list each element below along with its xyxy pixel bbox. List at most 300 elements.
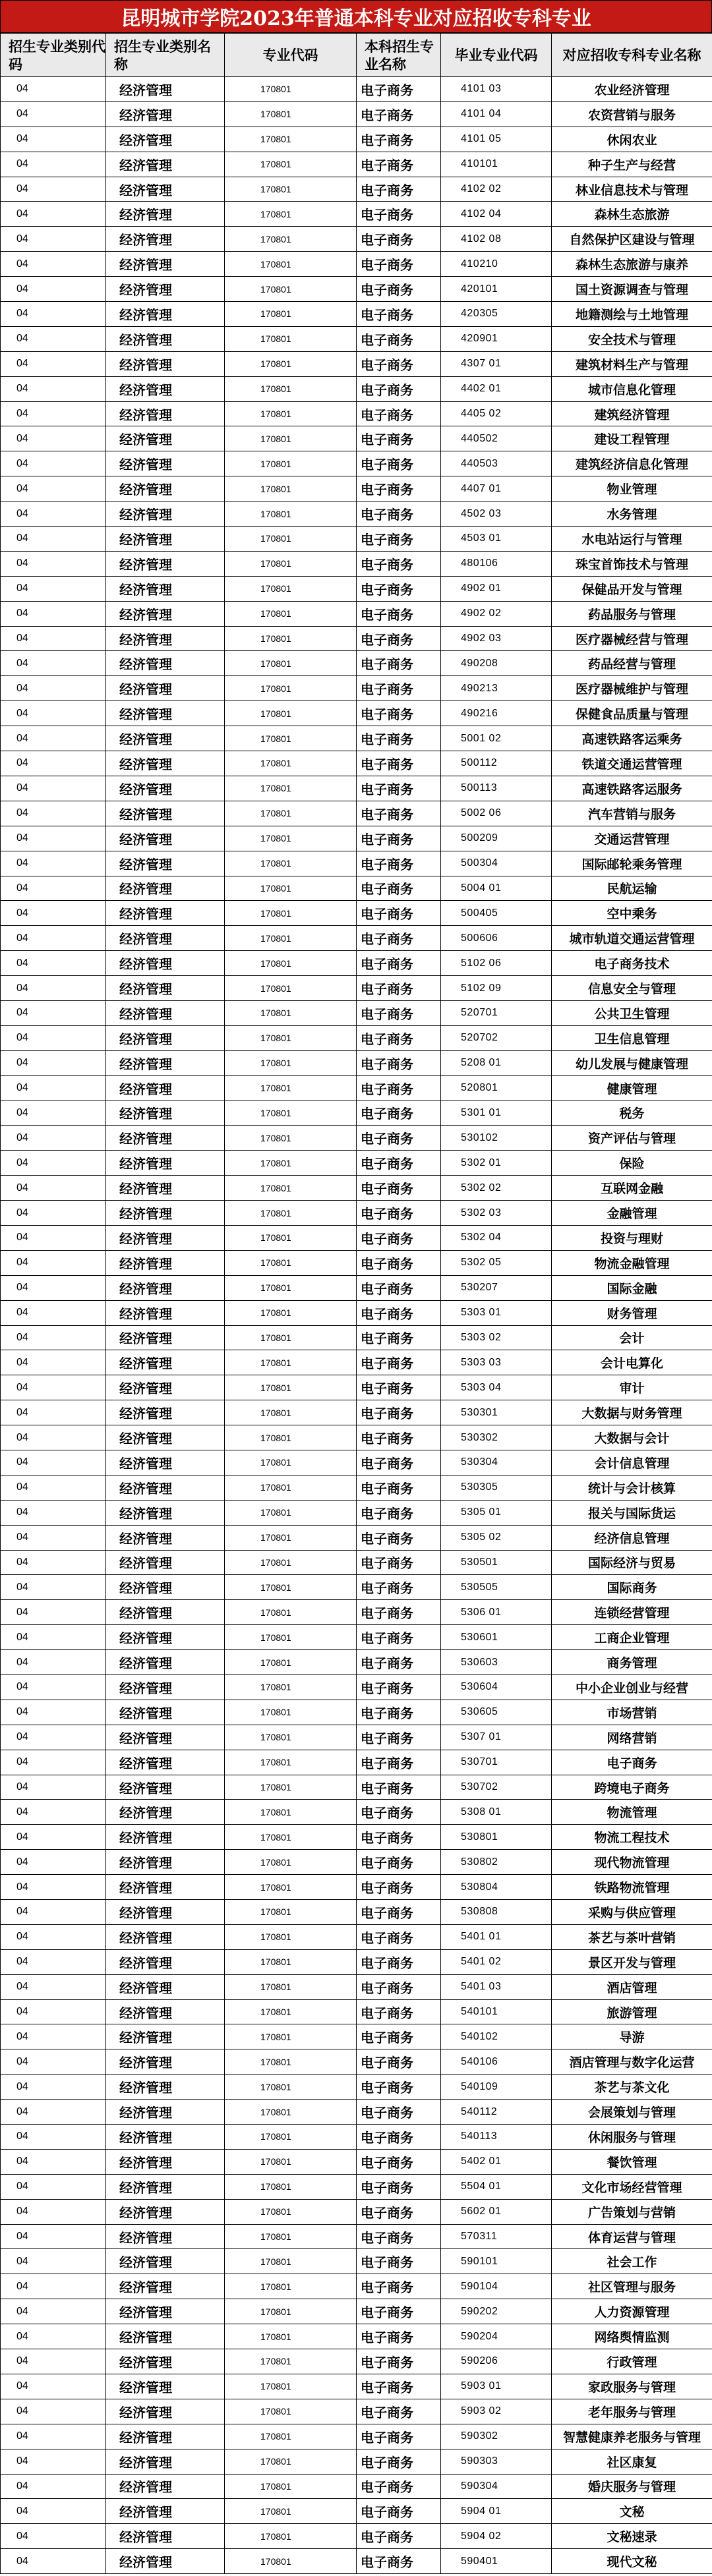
grad-major-code-cell: 530505 [441,1575,552,1600]
major-category-name-cell: 经济管理 [106,1825,225,1850]
grad-major-code-cell: 540106 [441,2049,552,2075]
undergrad-major-name-cell: 电子商务 [357,1949,441,1974]
major-code-cell: 170801 [225,77,357,102]
major-code-cell: 170801 [225,1725,357,1750]
grad-major-name-cell: 物流管理 [552,1800,712,1825]
header-category-code: 招生专业类别代码 [1,34,106,77]
table-row [1,2125,712,2150]
category-code-cell: 04 [1,851,106,876]
undergrad-major-name-cell: 电子商务 [357,2349,441,2374]
grad-major-name-cell: 物流金融管理 [552,1250,712,1275]
category-code-cell: 04 [1,2474,106,2499]
major-category-name-cell: 经济管理 [106,152,225,177]
grad-major-name-cell: 智慧健康养老服务与管理 [552,2424,712,2449]
major-code-cell: 170801 [225,527,357,552]
major-code-cell: 170801 [225,2274,357,2299]
major-code-cell: 170801 [225,2224,357,2249]
major-category-name-cell: 经济管理 [106,1600,225,1625]
table-row [1,1949,712,1974]
grad-major-name-cell: 药品经营与管理 [552,651,712,676]
major-code-cell: 170801 [225,1550,357,1575]
major-category-name-cell: 经济管理 [106,1974,225,1999]
grad-major-name-cell: 信息安全与管理 [552,976,712,1001]
grad-major-code-cell: 530605 [441,1700,552,1725]
table-row [1,2424,712,2449]
major-code-cell: 170801 [225,177,357,202]
grad-major-name-cell: 铁道交通运营管理 [552,751,712,776]
category-code-cell: 04 [1,1949,106,1974]
category-code-cell: 04 [1,1974,106,1999]
undergrad-major-name-cell: 电子商务 [357,2274,441,2299]
table-row [1,926,712,951]
table-row [1,2374,712,2399]
table-row [1,1600,712,1625]
major-code-cell: 170801 [225,1300,357,1325]
category-code-cell: 04 [1,601,106,626]
grad-major-name-cell: 网络舆情监测 [552,2324,712,2349]
category-code-cell: 04 [1,651,106,676]
undergrad-major-name-cell: 电子商务 [357,451,441,476]
grad-major-name-cell: 跨境电子商务 [552,1775,712,1800]
major-category-name-cell: 经济管理 [106,476,225,501]
grad-major-code-cell: 500209 [441,826,552,851]
category-code-cell: 04 [1,1775,106,1800]
grad-major-name-cell: 餐饮管理 [552,2149,712,2174]
major-code-cell: 170801 [225,1225,357,1250]
grad-major-code-cell: 5208 01 [441,1050,552,1075]
undergrad-major-name-cell: 电子商务 [357,227,441,252]
table-row [1,2524,712,2549]
grad-major-code-cell: 4502 03 [441,501,552,527]
major-code-cell: 170801 [225,2299,357,2324]
category-code-cell: 04 [1,2049,106,2075]
major-code-cell: 170801 [225,2125,357,2150]
grad-major-name-cell: 城市轨道交通运营管理 [552,926,712,951]
table-row [1,1101,712,1126]
grad-major-name-cell: 国际金融 [552,1275,712,1300]
category-code-cell: 04 [1,801,106,826]
grad-major-name-cell: 自然保护区建设与管理 [552,227,712,252]
major-category-name-cell: 经济管理 [106,2249,225,2274]
grad-major-code-cell: 520801 [441,1075,552,1101]
category-code-cell: 04 [1,1201,106,1226]
grad-major-code-cell: 5102 06 [441,951,552,976]
major-code-cell: 170801 [225,501,357,527]
table-row [1,1525,712,1550]
major-code-cell: 170801 [225,2524,357,2549]
major-code-cell: 170801 [225,1875,357,1900]
undergrad-major-name-cell: 电子商务 [357,527,441,552]
major-category-name-cell: 经济管理 [106,1250,225,1275]
grad-major-name-cell: 交通运营管理 [552,826,712,851]
table-row [1,751,712,776]
table-row [1,2499,712,2524]
major-code-cell: 170801 [225,1750,357,1775]
major-category-name-cell: 经济管理 [106,1126,225,1151]
table-row [1,851,712,876]
undergrad-major-name-cell: 电子商务 [357,1151,441,1176]
major-code-cell: 170801 [225,1201,357,1226]
undergrad-major-name-cell: 电子商务 [357,726,441,751]
table-row [1,1126,712,1151]
category-code-cell: 04 [1,1350,106,1375]
grad-major-name-cell: 安全技术与管理 [552,326,712,351]
grad-major-code-cell: 5305 02 [441,1525,552,1550]
grad-major-code-cell: 500304 [441,851,552,876]
major-category-name-cell: 经济管理 [106,2224,225,2249]
major-code-cell: 170801 [225,801,357,826]
major-category-name-cell: 经济管理 [106,127,225,152]
grad-major-name-cell: 国际邮轮乘务管理 [552,851,712,876]
major-code-cell: 170801 [225,2100,357,2125]
grad-major-code-cell: 590304 [441,2474,552,2499]
major-code-cell: 170801 [225,2374,357,2399]
major-code-cell: 170801 [225,252,357,277]
category-code-cell: 04 [1,351,106,376]
major-code-cell: 170801 [225,351,357,376]
major-category-name-cell: 经济管理 [106,1350,225,1375]
undergrad-major-name-cell: 电子商务 [357,1000,441,1025]
major-code-cell: 170801 [225,2174,357,2199]
grad-major-name-cell: 药品服务与管理 [552,601,712,626]
category-code-cell: 04 [1,202,106,227]
table-row [1,451,712,476]
category-code-cell: 04 [1,1924,106,1949]
undergrad-major-name-cell: 电子商务 [357,1650,441,1675]
grad-major-code-cell: 5306 01 [441,1600,552,1625]
undergrad-major-name-cell: 电子商务 [357,2324,441,2349]
table-row [1,1650,712,1675]
category-code-cell: 04 [1,2374,106,2399]
grad-major-name-cell: 文化市场经营管理 [552,2174,712,2199]
grad-major-name-cell: 保健食品质量与管理 [552,701,712,726]
undergrad-major-name-cell: 电子商务 [357,1500,441,1525]
grad-major-name-cell: 体育运营与管理 [552,2224,712,2249]
table-row [1,227,712,252]
table-row [1,1375,712,1400]
grad-major-code-cell: 5301 01 [441,1101,552,1126]
grad-major-code-cell: 5904 02 [441,2524,552,2549]
major-category-name-cell: 经济管理 [106,2299,225,2324]
major-category-name-cell: 经济管理 [106,651,225,676]
grad-major-name-cell: 休闲农业 [552,127,712,152]
grad-major-name-cell: 农资营销与服务 [552,101,712,127]
category-code-cell: 04 [1,1176,106,1201]
grad-major-name-cell: 会展策划与管理 [552,2100,712,2125]
undergrad-major-name-cell: 电子商务 [357,1275,441,1300]
undergrad-major-name-cell: 电子商务 [357,351,441,376]
major-code-cell: 170801 [225,776,357,801]
category-code-cell: 04 [1,1450,106,1475]
undergrad-major-name-cell: 电子商务 [357,1575,441,1600]
major-category-name-cell: 经济管理 [106,1025,225,1050]
major-code-cell: 170801 [225,1900,357,1925]
grad-major-code-cell: 420901 [441,326,552,351]
category-code-cell: 04 [1,826,106,851]
grad-major-code-cell: 5307 01 [441,1725,552,1750]
category-code-cell: 04 [1,1151,106,1176]
major-code-cell: 170801 [225,2399,357,2424]
grad-major-code-cell: 5302 02 [441,1176,552,1201]
undergrad-major-name-cell: 电子商务 [357,1300,441,1325]
grad-major-code-cell: 500113 [441,776,552,801]
table-row [1,2399,712,2424]
undergrad-major-name-cell: 电子商务 [357,1775,441,1800]
grad-major-name-cell: 电子商务技术 [552,951,712,976]
undergrad-major-name-cell: 电子商务 [357,1999,441,2024]
major-category-name-cell: 经济管理 [106,1425,225,1450]
category-code-cell: 04 [1,152,106,177]
undergrad-major-name-cell: 电子商务 [357,501,441,527]
major-code-cell: 170801 [225,1775,357,1800]
major-category-name-cell: 经济管理 [106,2274,225,2299]
grad-major-name-cell: 保险 [552,1151,712,1176]
category-code-cell: 04 [1,926,106,951]
grad-major-code-cell: 440502 [441,426,552,451]
major-code-cell: 170801 [225,2024,357,2049]
table-row [1,1025,712,1050]
table-row [1,101,712,127]
table-row [1,1250,712,1275]
grad-major-name-cell: 国际经济与贸易 [552,1550,712,1575]
grad-major-name-cell: 物流工程技术 [552,1825,712,1850]
major-category-name-cell: 经济管理 [106,2399,225,2424]
grad-major-code-cell: 4101 03 [441,77,552,102]
major-code-cell: 170801 [225,2474,357,2499]
major-code-cell: 170801 [225,951,357,976]
grad-major-name-cell: 建筑材料生产与管理 [552,351,712,376]
table-row [1,401,712,426]
grad-major-code-cell: 4307 01 [441,351,552,376]
major-category-name-cell: 经济管理 [106,1675,225,1700]
major-category-name-cell: 经济管理 [106,1775,225,1800]
table-row [1,2100,712,2125]
undergrad-major-name-cell: 电子商务 [357,2549,441,2574]
major-code-cell: 170801 [225,101,357,127]
major-code-cell: 170801 [225,701,357,726]
category-code-cell: 04 [1,2149,106,2174]
undergrad-major-name-cell: 电子商务 [357,676,441,701]
undergrad-major-name-cell: 电子商务 [357,776,441,801]
grad-major-code-cell: 490208 [441,651,552,676]
undergrad-major-name-cell: 电子商务 [357,626,441,651]
undergrad-major-name-cell: 电子商务 [357,2299,441,2324]
major-code-cell: 170801 [225,901,357,926]
grad-major-name-cell: 铁路物流管理 [552,1875,712,1900]
major-code-cell: 170801 [225,302,357,327]
major-code-cell: 170801 [225,1650,357,1675]
grad-major-name-cell: 酒店管理与数字化运营 [552,2049,712,2075]
grad-major-code-cell: 4101 05 [441,127,552,152]
undergrad-major-name-cell: 电子商务 [357,1700,441,1725]
grad-major-name-cell: 文秘 [552,2499,712,2524]
major-category-name-cell: 经济管理 [106,1375,225,1400]
major-category-name-cell: 经济管理 [106,2125,225,2150]
major-category-name-cell: 经济管理 [106,2075,225,2100]
undergrad-major-name-cell: 电子商务 [357,1900,441,1925]
major-code-cell: 170801 [225,851,357,876]
grad-major-code-cell: 420101 [441,277,552,302]
category-code-cell: 04 [1,101,106,127]
category-code-cell: 04 [1,1075,106,1101]
category-code-cell: 04 [1,701,106,726]
category-code-cell: 04 [1,576,106,601]
category-code-cell: 04 [1,252,106,277]
undergrad-major-name-cell: 电子商务 [357,1325,441,1350]
table-row [1,2174,712,2199]
category-code-cell: 04 [1,1025,106,1050]
grad-major-code-cell: 5305 01 [441,1500,552,1525]
grad-major-name-cell: 林业信息技术与管理 [552,177,712,202]
major-category-name-cell: 经济管理 [106,2424,225,2449]
major-category-name-cell: 经济管理 [106,826,225,851]
grad-major-name-cell: 建设工程管理 [552,426,712,451]
major-category-name-cell: 经济管理 [106,1875,225,1900]
grad-major-code-cell: 570311 [441,2224,552,2249]
major-code-cell: 170801 [225,976,357,1001]
undergrad-major-name-cell: 电子商务 [357,152,441,177]
grad-major-code-cell: 5302 01 [441,1151,552,1176]
category-code-cell: 04 [1,227,106,252]
table-row [1,626,712,651]
grad-major-name-cell: 税务 [552,1101,712,1126]
undergrad-major-name-cell: 电子商务 [357,1450,441,1475]
undergrad-major-name-cell: 电子商务 [357,1101,441,1126]
major-code-cell: 170801 [225,2199,357,2224]
grad-major-name-cell: 电子商务 [552,1750,712,1775]
grad-major-name-cell: 广告策划与营销 [552,2199,712,2224]
undergrad-major-name-cell: 电子商务 [357,951,441,976]
category-code-cell: 04 [1,2100,106,2125]
major-category-name-cell: 经济管理 [106,751,225,776]
undergrad-major-name-cell: 电子商务 [357,2024,441,2049]
major-category-name-cell: 经济管理 [106,351,225,376]
table-row [1,2474,712,2499]
category-code-cell: 04 [1,1425,106,1450]
grad-major-name-cell: 物业管理 [552,476,712,501]
major-category-name-cell: 经济管理 [106,101,225,127]
major-code-cell: 170801 [225,1325,357,1350]
grad-major-name-cell: 互联网金融 [552,1176,712,1201]
major-category-name-cell: 经济管理 [106,726,225,751]
major-code-cell: 170801 [225,1525,357,1550]
category-code-cell: 04 [1,1625,106,1650]
category-code-cell: 04 [1,1126,106,1151]
grad-major-code-cell: 5004 01 [441,876,552,901]
category-code-cell: 04 [1,1375,106,1400]
major-category-name-cell: 经济管理 [106,1800,225,1825]
major-code-cell: 170801 [225,1375,357,1400]
grad-major-name-cell: 统计与会计核算 [552,1475,712,1500]
major-category-name-cell: 经济管理 [106,951,225,976]
grad-major-name-cell: 保健品开发与管理 [552,576,712,601]
major-category-name-cell: 经济管理 [106,2324,225,2349]
category-code-cell: 04 [1,751,106,776]
major-category-name-cell: 经济管理 [106,901,225,926]
major-code-cell: 170801 [225,1450,357,1475]
major-code-cell: 170801 [225,426,357,451]
grad-major-code-cell: 410210 [441,252,552,277]
undergrad-major-name-cell: 电子商务 [357,2199,441,2224]
undergrad-major-name-cell: 电子商务 [357,901,441,926]
major-code-cell: 170801 [225,1600,357,1625]
major-code-cell: 170801 [225,651,357,676]
undergrad-major-name-cell: 电子商务 [357,2474,441,2499]
major-code-cell: 170801 [225,326,357,351]
table-row [1,1275,712,1300]
undergrad-major-name-cell: 电子商务 [357,2049,441,2075]
major-code-cell: 170801 [225,2349,357,2374]
major-category-name-cell: 经济管理 [106,501,225,527]
major-code-cell: 170801 [225,1949,357,1974]
category-code-cell: 04 [1,2449,106,2474]
grad-major-name-cell: 农业经济管理 [552,77,712,102]
grad-major-code-cell: 530102 [441,1126,552,1151]
category-code-cell: 04 [1,1999,106,2024]
major-code-cell: 170801 [225,1974,357,1999]
undergrad-major-name-cell: 电子商务 [357,2174,441,2199]
major-category-name-cell: 经济管理 [106,1176,225,1201]
grad-major-code-cell: 5302 03 [441,1201,552,1226]
major-category-name-cell: 经济管理 [106,2149,225,2174]
grad-major-name-cell: 资产评估与管理 [552,1126,712,1151]
category-code-cell: 04 [1,1700,106,1725]
table-row [1,1176,712,1201]
grad-major-name-cell: 现代文秘 [552,2549,712,2574]
undergrad-major-name-cell: 电子商务 [357,326,441,351]
major-code-cell: 170801 [225,576,357,601]
major-category-name-cell: 经济管理 [106,227,225,252]
grad-major-code-cell: 530305 [441,1475,552,1500]
grad-major-name-cell: 中小企业创业与经营 [552,1675,712,1700]
grad-major-name-cell: 公共卫生管理 [552,1000,712,1025]
category-code-cell: 04 [1,951,106,976]
category-code-cell: 04 [1,2249,106,2274]
undergrad-major-name-cell: 电子商务 [357,2125,441,2150]
major-category-name-cell: 经济管理 [106,2449,225,2474]
category-code-cell: 04 [1,277,106,302]
table-row [1,376,712,401]
grad-major-code-cell: 590202 [441,2299,552,2324]
major-category-name-cell: 经济管理 [106,1525,225,1550]
undergrad-major-name-cell: 电子商务 [357,1924,441,1949]
grad-major-code-cell: 5002 06 [441,801,552,826]
major-code-cell: 170801 [225,1350,357,1375]
major-category-name-cell: 经济管理 [106,1650,225,1675]
undergrad-major-name-cell: 电子商务 [357,401,441,426]
grad-major-code-cell: 530808 [441,1900,552,1925]
undergrad-major-name-cell: 电子商务 [357,976,441,1001]
grad-major-name-cell: 珠宝首饰技术与管理 [552,551,712,576]
grad-major-code-cell: 5904 01 [441,2499,552,2524]
table-row [1,601,712,626]
major-category-name-cell: 经济管理 [106,551,225,576]
grad-major-code-cell: 5308 01 [441,1800,552,1825]
category-code-cell: 04 [1,2125,106,2150]
grad-major-name-cell: 休闲服务与管理 [552,2125,712,2150]
category-code-cell: 04 [1,1250,106,1275]
table-row [1,951,712,976]
table-row [1,826,712,851]
major-category-name-cell: 经济管理 [106,1924,225,1949]
major-code-cell: 170801 [225,1500,357,1525]
table-row [1,2249,712,2274]
grad-major-code-cell: 4503 01 [441,527,552,552]
table-row [1,1924,712,1949]
grad-major-name-cell: 大数据与财务管理 [552,1400,712,1425]
major-category-name-cell: 经济管理 [106,1850,225,1875]
table-row [1,2449,712,2474]
